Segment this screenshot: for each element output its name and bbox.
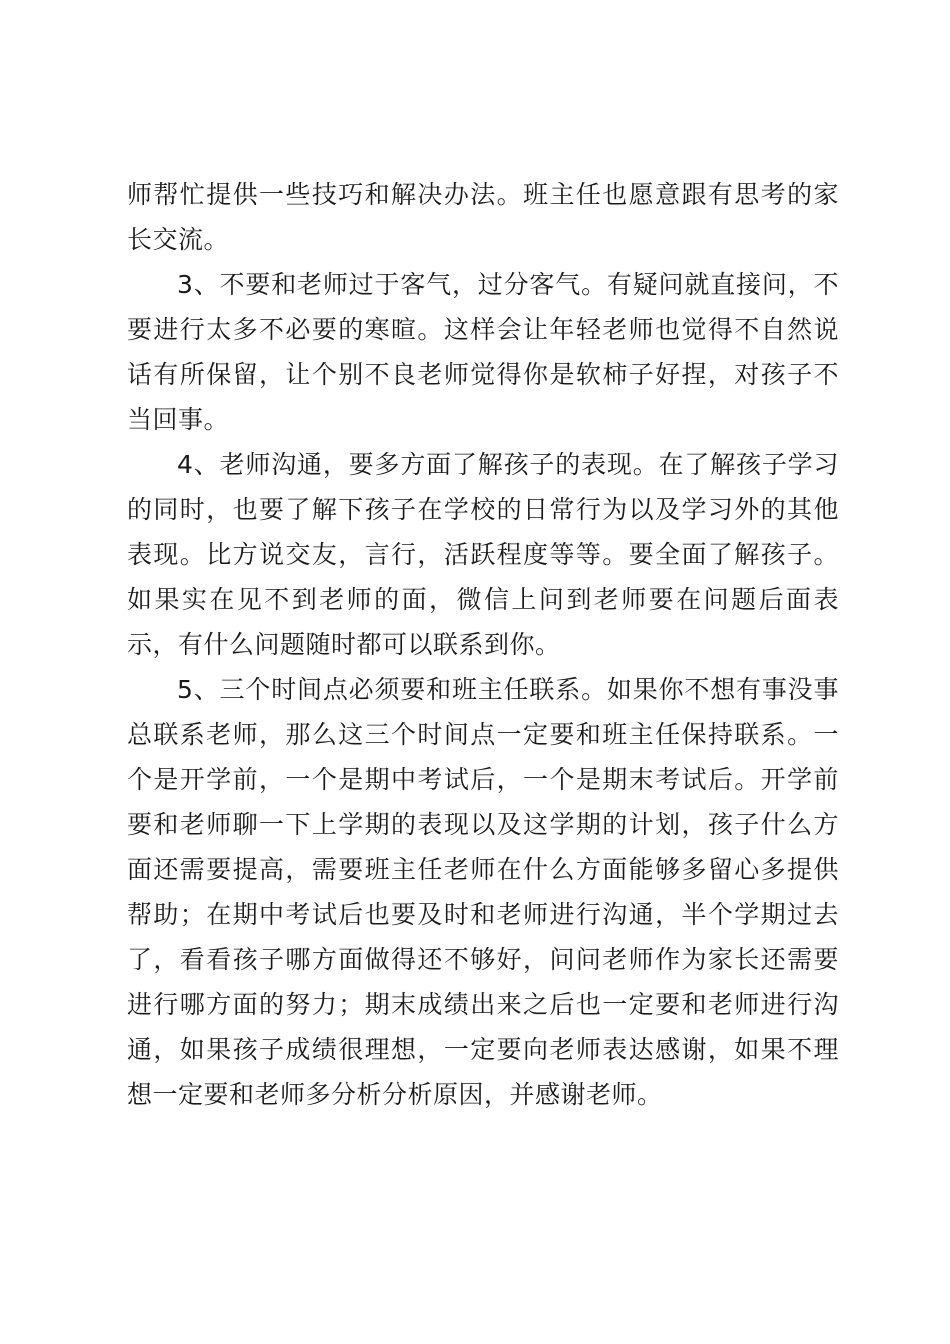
paragraph-item-3: 3、不要和老师过于客气，过分客气。有疑问就直接问，不要进行太多不必要的寒暄。这样会让年轻老师也觉得不自然说话有所保留，让个别不良老师觉得你是软柿子好捏，对孩子不当回事。 [127, 270, 839, 434]
document-body [127, 172, 839, 1117]
paragraph-continuation: 师帮忙提供一些技巧和解决办法。班主任也愿意跟有思考的家长交流。 [127, 180, 839, 254]
paragraph-item-5: 5、三个时间点必须要和班主任联系。如果你不想有事没事总联系老师，那么这三个时间点一定要和班主任保持联系。一个是开学前，一个是期中考试后，一个是期末考试后。开学前要和老师聊一下上学期的表现以及这学期的计划，孩子什么方面还需要提高，需要班主任老师在什么方面能够多留心多提供帮助；在期中考试后也要及时和老师进行沟通，半个学期过去了，看看孩子哪方面做得还不够好，问问老师作为家长还需要进行哪方面的努力；期末成绩出来之后也一定要和老师进行沟通，如果孩子成绩很理想，一定要向老师表达感谢，如果不理想一定要和老师多分析分析原因，并感谢老师。 [127, 675, 839, 1109]
paragraph-item-4: 4、老师沟通，要多方面了解孩子的表现。在了解孩子学习的同时，也要了解下孩子在学校的日常行为以及学习外的其他表现。比方说交友，言行，活跃程度等等。要全面了解孩子。如果实在见不到老师的面，微信上问到老师要在问题后面表示，有什么问题随时都可以联系到你。 [127, 450, 839, 659]
